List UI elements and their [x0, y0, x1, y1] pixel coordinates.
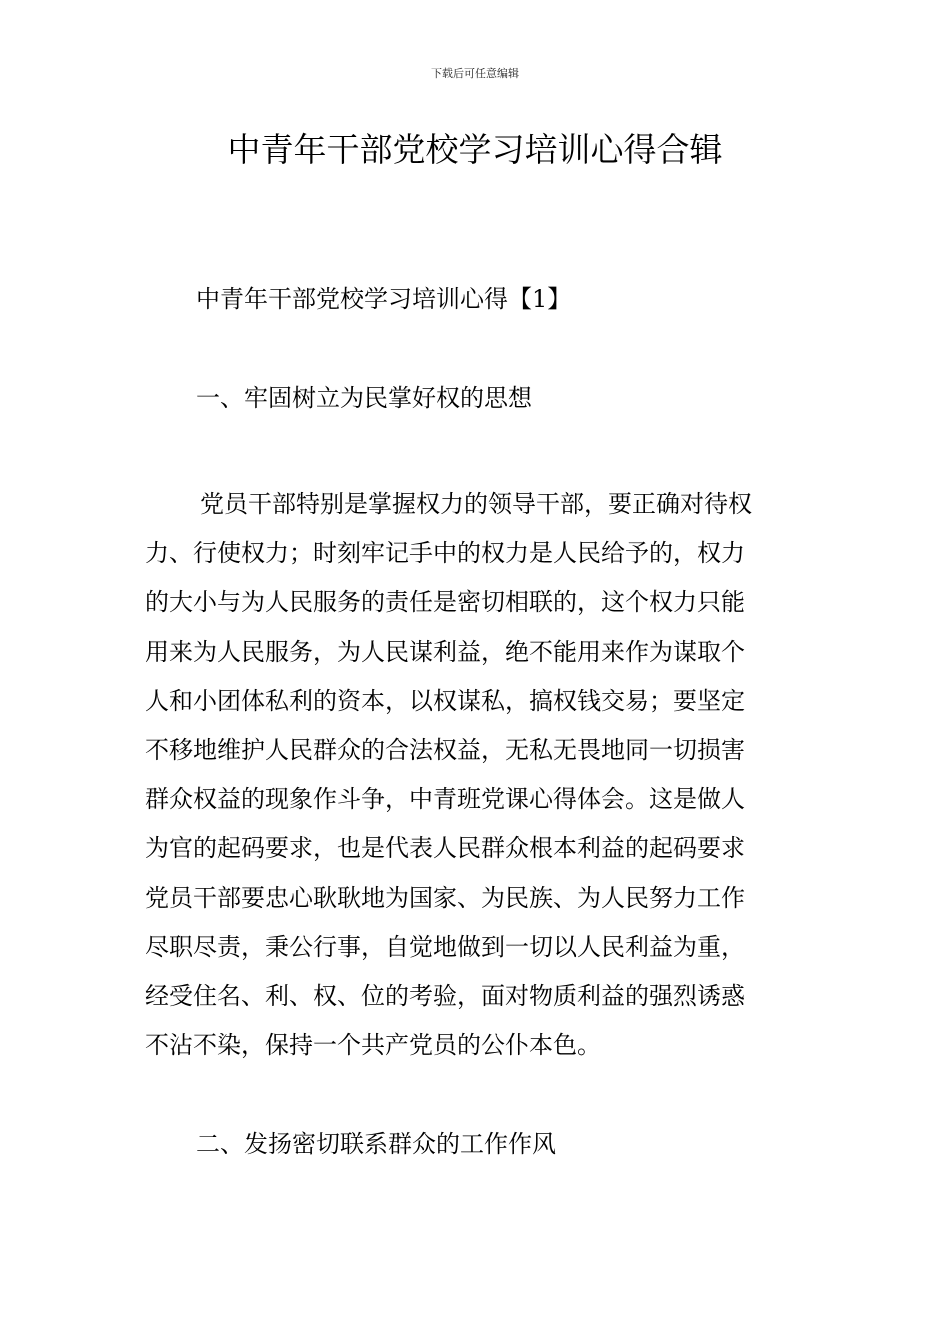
paragraph-line: 党员干部特别是掌握权力的领导干部，要正确对待权	[200, 490, 752, 518]
section-1-heading: 一、牢固树立为民掌好权的思想	[196, 384, 532, 412]
paragraph-line: 不移地维护人民群众的合法权益，无私无畏地同一切损害	[145, 736, 745, 765]
paragraph-line: 群众权益的现象作斗争，中青班党课心得体会。这是做人	[145, 785, 745, 814]
paragraph-line: 尽职尽责，秉公行事，自觉地做到一切以人民利益为重，	[145, 932, 745, 961]
paragraph-line: 党员干部要忠心耿耿地为国家、为民族、为人民努力工作	[145, 883, 745, 912]
document-title: 中青年干部党校学习培训心得合辑	[227, 130, 723, 169]
paragraph-line: 不沾不染，保持一个共产党员的公仆本色。	[145, 1031, 601, 1060]
section-1-paragraph	[145, 480, 810, 1070]
paragraph-line: 经受住名、利、权、位的考验，面对物质利益的强烈诱惑	[145, 982, 745, 1011]
document-subtitle: 中青年干部党校学习培训心得【1】	[196, 285, 572, 313]
paragraph-line: 为官的起码要求，也是代表人民群众根本利益的起码要求	[145, 834, 745, 863]
header-note: 下载后可任意编辑	[431, 67, 519, 80]
paragraph-line: 力、行使权力；时刻牢记手中的权力是人民给予的，权力	[145, 539, 745, 568]
section-2-heading: 二、发扬密切联系群众的工作作风	[196, 1130, 556, 1158]
paragraph-line: 的大小与为人民服务的责任是密切相联的，这个权力只能	[145, 588, 745, 617]
paragraph-line: 人和小团体私利的资本，以权谋私，搞权钱交易；要坚定	[145, 686, 745, 715]
paragraph-line: 用来为人民服务，为人民谋利益，绝不能用来作为谋取个	[145, 637, 745, 666]
